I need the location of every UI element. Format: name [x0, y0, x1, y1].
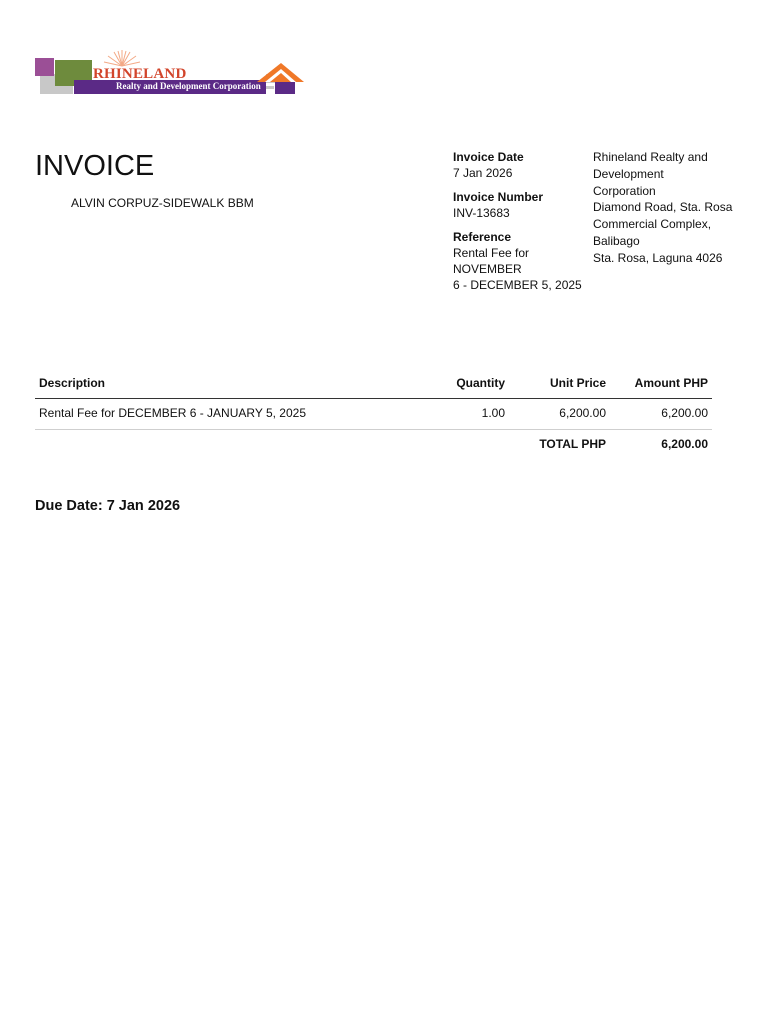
- invoice-meta: [453, 149, 593, 293]
- logo-tagline: Realty and Development Corporation: [116, 81, 261, 91]
- table-row: [35, 399, 712, 430]
- company-logo: [34, 48, 306, 98]
- invoice-title: INVOICE: [35, 150, 155, 182]
- header-amount: Amount PHP: [610, 372, 712, 399]
- logo-sunburst: [104, 50, 140, 66]
- logo-wordmark: RHINELAND: [93, 66, 187, 82]
- due-date: Due Date: 7 Jan 2026: [35, 498, 181, 514]
- customer-name: ALVIN CORPUZ-SIDEWALK BBM: [71, 196, 254, 210]
- address-line-2: Commercial Complex,: [593, 217, 712, 232]
- company-name-line-2: Development: [593, 166, 664, 181]
- company-name-line-1: Rhineland Realty and: [593, 150, 708, 164]
- total-label: TOTAL PHP: [539, 437, 606, 451]
- row-quantity: 1.00: [445, 399, 509, 430]
- address-line-4: Sta. Rosa, Laguna 4026: [593, 250, 723, 265]
- invoice-number-label: Invoice Number: [453, 190, 544, 204]
- invoice-date-label: Invoice Date: [453, 150, 524, 164]
- line-items-table: [35, 372, 712, 460]
- reference-line-2: 6 - DECEMBER 5, 2025: [453, 278, 582, 292]
- table-header-row: [35, 372, 712, 399]
- logo-magenta-block: [35, 58, 54, 76]
- company-address: [593, 149, 733, 267]
- header-description: Description: [35, 372, 445, 399]
- address-line-1: Diamond Road, Sta. Rosa: [593, 200, 733, 215]
- invoice-number-value: INV-13683: [453, 206, 510, 220]
- invoice-date-value: 7 Jan 2026: [453, 166, 513, 180]
- total-row: [35, 430, 712, 461]
- company-name-line-3: Corporation: [593, 183, 656, 198]
- header-quantity: Quantity: [445, 372, 509, 399]
- address-line-3: Balibago: [593, 233, 640, 248]
- reference-label: Reference: [453, 230, 512, 244]
- reference-line-1: Rental Fee for NOVEMBER: [453, 246, 530, 276]
- total-value: 6,200.00: [661, 437, 708, 451]
- header-unit-price: Unit Price: [509, 372, 610, 399]
- row-amount: 6,200.00: [610, 399, 712, 430]
- row-unit-price: 6,200.00: [509, 399, 610, 430]
- row-description: Rental Fee for DECEMBER 6 - JANUARY 5, 2025: [35, 399, 445, 430]
